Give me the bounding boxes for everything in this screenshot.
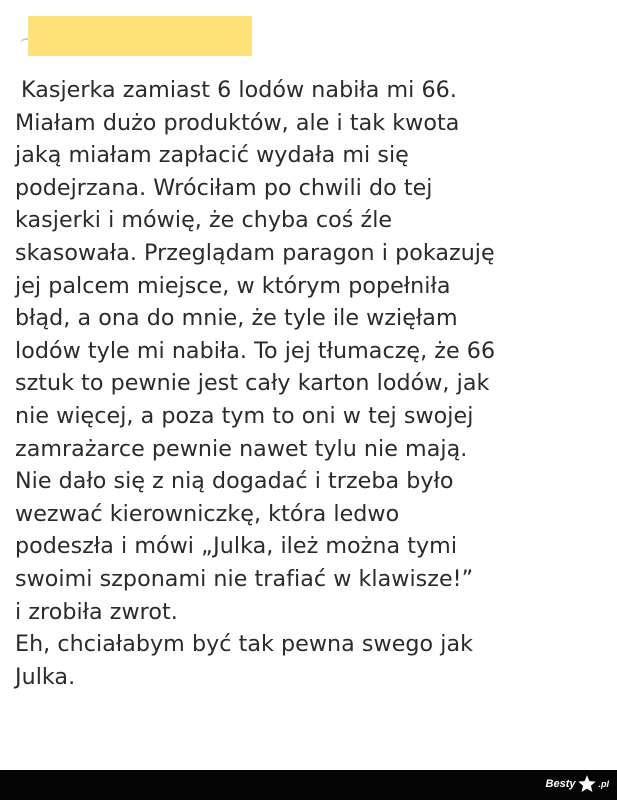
post-line: nie więcej, a poza tym to oni w tej swojej [15,402,474,429]
star-icon [577,774,597,794]
post-line: sztuk to pewnie jest cały karton lodów, jak [15,370,490,397]
post-line: kasjerki i mówię, że chyba coś źle [15,207,393,234]
post-line: skasowała. Przeglądam paragon i pokazuję [15,239,495,266]
watermark-tld: .pl [598,779,609,789]
post-line: Eh, chciałabym być tak pewna swego jak [15,631,474,658]
post-body [15,74,605,693]
post-line: jaką miałam zapłacić wydała mi się [15,142,409,169]
post-line: jej palcem miejsce, w którym popełniła [15,272,451,299]
post-line: błąd, a ona do mnie, że tyle ile wzięłam [15,305,458,332]
redacted-author-name [28,16,252,56]
post-line: Julka. [15,663,76,690]
post-line: lodów tyle mi nabiła. To jej tłumaczę, że 66 [15,337,496,364]
watermark-brand: Besty [545,778,576,790]
post-line: Miałam dużo produktów, ale i tak kwota [15,109,460,136]
post-line: i zrobiła zwrot. [15,598,178,625]
post-line: swoimi szponami nie trafiać w klawisze!” [15,565,474,592]
besty-watermark [546,774,609,794]
post-line: Nie dało się z nią dogadać i trzeba było [15,468,454,495]
post-line: zamrażarce pewnie nawet tylu nie mają. [15,435,468,462]
post-line: Kasjerka zamiast 6 lodów nabiła mi 66. [21,77,457,103]
post-line: podeszła i mówi „Julka, ileż można tymi [15,533,458,560]
post-line: wezwać kierowniczkę, która ledwo [15,500,400,527]
post-line: podejrzana. Wróciłam po chwili do tej [15,174,433,201]
footer-bar [0,770,617,800]
